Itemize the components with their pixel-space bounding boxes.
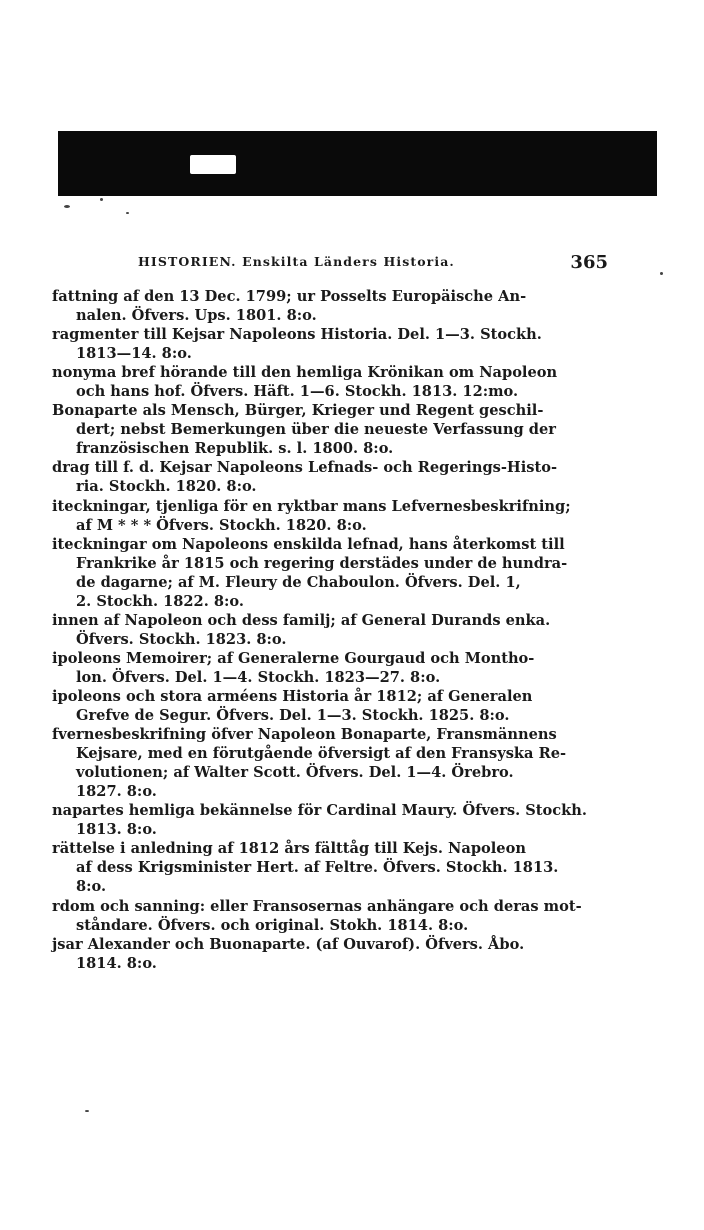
print-speck xyxy=(126,212,129,214)
running-head: HISTORIEN. Enskilta Länders Historia. xyxy=(138,254,455,269)
print-speck xyxy=(100,198,103,201)
entry-continuation-line: af M * * * Öfvers. Stockh. 1820. 8:o. xyxy=(76,516,367,534)
bibliography-entry xyxy=(52,725,627,801)
entry-first-line: rättelse i anledning af 1812 års fälttåg till Kejs. Napoleon xyxy=(52,840,526,858)
entry-continuation-line: 2. Stockh. 1822. 8:o. xyxy=(76,592,244,610)
entry-continuation-line: 1813. 8:o. xyxy=(76,821,157,839)
entry-continuation-line: Grefve de Segur. Öfvers. Del. 1—3. Stockh. 1825. 8:o. xyxy=(76,707,510,725)
bibliography-entry xyxy=(52,287,627,325)
entry-continuation-line: Kejsare, med en förutgående öfversigt af den Fransyska Re- xyxy=(76,745,567,763)
bibliography-entry xyxy=(52,649,627,687)
entry-first-line: ragmenter till Kejsar Napoleons Historia. Del. 1—3. Stockh. xyxy=(52,326,542,344)
page-header xyxy=(118,252,608,276)
bibliography-entry xyxy=(52,535,627,611)
entry-continuation-line: af dess Krigsminister Hert. af Feltre. Öfvers. Stockh. 1813. xyxy=(76,859,559,877)
bibliography-list xyxy=(52,287,627,973)
entry-first-line: ipoleons och stora arméens Historia år 1812; af Generalen xyxy=(52,687,533,705)
entry-first-line: ipoleons Memoirer; af Generalerne Gourgaud och Montho- xyxy=(52,649,535,667)
bibliography-entry xyxy=(52,401,627,458)
entry-continuation-line: 1814. 8:o. xyxy=(76,954,157,972)
bibliography-entry xyxy=(52,363,627,401)
entry-first-line: innen af Napoleon och dess familj; af General Durands enka. xyxy=(52,611,551,629)
entry-continuation-line: 1813—14. 8:o. xyxy=(76,345,192,363)
print-speck xyxy=(660,272,663,275)
entry-continuation-line: Öfvers. Stockh. 1823. 8:o. xyxy=(76,630,287,648)
entry-continuation-line: och hans hof. Öfvers. Häft. 1—6. Stockh. 1813. 12:mo. xyxy=(76,383,519,401)
page-number: 365 xyxy=(570,252,608,273)
entry-first-line: Bonaparte als Mensch, Bürger, Krieger und Regent geschil- xyxy=(52,402,544,420)
entry-first-line: rdom och sanning: eller Fransosernas anhängare och deras mot- xyxy=(52,897,582,915)
entry-continuation-line: 8:o. xyxy=(76,878,107,896)
bibliography-entry xyxy=(52,687,627,725)
entry-continuation-line: de dagarne; af M. Fleury de Chaboulon. Öfvers. Del. 1, xyxy=(76,573,521,591)
bibliography-entry xyxy=(52,325,627,363)
entry-continuation-line: nalen. Öfvers. Ups. 1801. 8:o. xyxy=(76,307,317,325)
bibliography-entry xyxy=(52,801,627,839)
print-speck xyxy=(64,205,70,208)
entry-first-line: napartes hemliga bekännelse för Cardinal Maury. Öfvers. Stockh. xyxy=(52,802,587,820)
entry-continuation-line: volutionen; af Walter Scott. Öfvers. Del. 1—4. Örebro. xyxy=(76,764,514,782)
bibliography-entry xyxy=(52,897,627,935)
entry-first-line: drag till f. d. Kejsar Napoleons Lefnads- och Regerings-Histo- xyxy=(52,459,558,477)
entry-continuation-line: ståndare. Öfvers. och original. Stokh. 1814. 8:o. xyxy=(76,916,469,934)
bibliography-entry xyxy=(52,611,627,649)
entry-first-line: jsar Alexander och Buonaparte. (af Ouvarof). Öfvers. Åbo. xyxy=(52,935,525,953)
bibliography-entry xyxy=(52,497,627,535)
entry-continuation-line: dert; nebst Bemerkungen über die neueste Verfassung der xyxy=(76,421,556,439)
entry-continuation-line: 1827. 8:o. xyxy=(76,783,157,801)
bibliography-entry xyxy=(52,935,627,973)
entry-first-line: fattning af den 13 Dec. 1799; ur Posselts Europäische An- xyxy=(52,288,527,305)
print-speck xyxy=(85,1110,89,1112)
entry-continuation-line: ria. Stockh. 1820. 8:o. xyxy=(76,478,257,496)
bibliography-entry xyxy=(52,458,627,496)
entry-continuation-line: französischen Republik. s. l. 1800. 8:o. xyxy=(76,440,394,458)
black-redaction-band xyxy=(58,131,657,196)
white-mark xyxy=(190,155,236,174)
entry-continuation-line: lon. Öfvers. Del. 1—4. Stockh. 1823—27. 8:o. xyxy=(76,668,441,686)
entry-first-line: iteckningar om Napoleons enskilda lefnad, hans återkomst till xyxy=(52,535,565,553)
entry-first-line: nonyma bref hörande till den hemliga Krönikan om Napoleon xyxy=(52,364,558,382)
entry-continuation-line: Frankrike år 1815 och regering derstädes under de hundra- xyxy=(76,554,568,572)
entry-first-line: iteckningar, tjenliga för en ryktbar mans Lefvernesbeskrifning; xyxy=(52,497,571,515)
entry-first-line: fvernesbeskrifning öfver Napoleon Bonaparte, Fransmännens xyxy=(52,726,557,744)
bibliography-entry xyxy=(52,839,627,896)
